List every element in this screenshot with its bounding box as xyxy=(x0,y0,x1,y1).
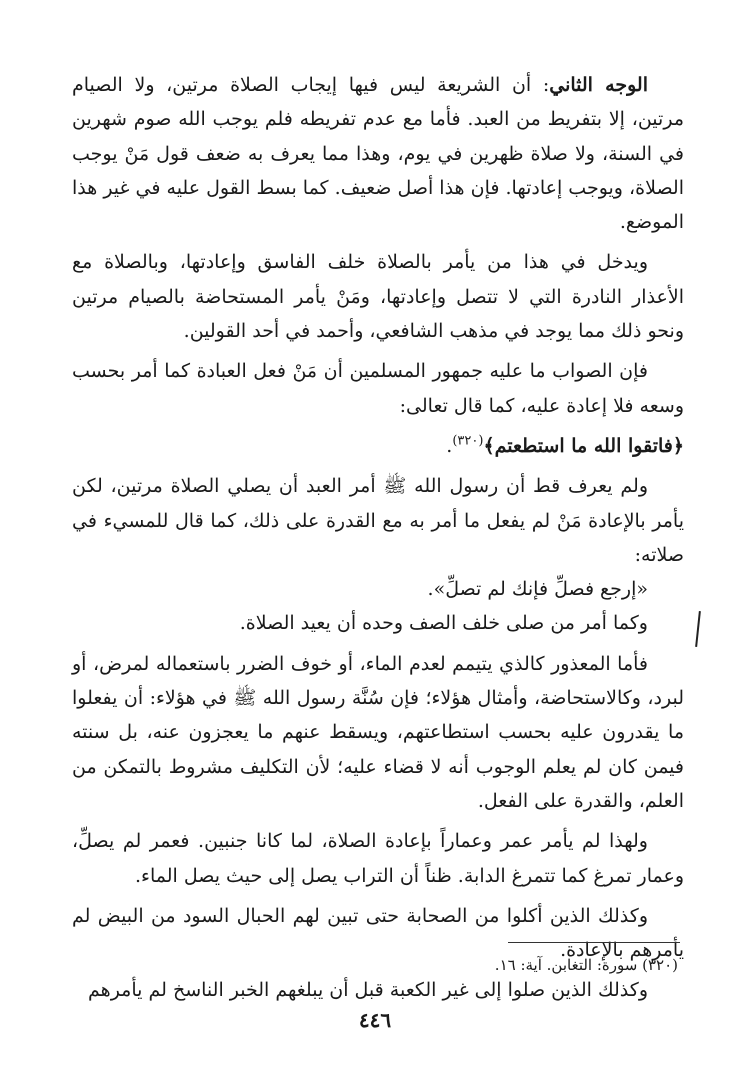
paragraph-3: فإن الصواب ما عليه جمهور المسلمين أن مَنْ فعل العبادة كما أمر بحسب وسعه فلا إعادة عليه، كما قال تعالى: xyxy=(72,360,684,417)
paragraph-1-text: : أن الشريعة ليس فيها إيجاب الصلاة مرتين، ولا الصيام مرتين، إلا بتفريط من العبد. فأما مع عدم تفريطه فلم يوجب الله صوم شهرين في السنة، ولا صلاة ظهرين في يوم، وهذا مما يعرف به ضعف قول مَنْ يوجب الصلاة، ويوجب إعادتها. فإن هذا أصل ضعيف. كما بسط القول عليه في غير هذا الموضع. xyxy=(72,74,684,234)
paragraph-7: ولهذا لم يأمر عمر وعماراً بإعادة الصلاة، لما كانا جنبين. فعمر لم يصلِّ، وعمار تمرغ كما تتمرغ الدابة. ظناً أن التراب يصل إلى حيث يصل الماء. xyxy=(72,830,684,887)
hadith-quote: «إرجع فصلِّ فإنك لم تصلِّ». xyxy=(427,578,648,601)
footnote: (٣٢٠) سورة: التغابن. آية: ١٦. xyxy=(494,956,678,974)
paragraph-5: وكما أمر من صلى خلف الصف وحده أن يعيد الصلاة. xyxy=(239,612,648,635)
verse-footnote-ref: (٣٢٠) xyxy=(452,433,484,449)
quran-verse: ﴿فاتقوا الله ما استطعتم﴾ xyxy=(483,434,684,457)
page-number: ٤٤٦ xyxy=(358,1008,392,1032)
paragraph-8: وكذلك الذين أكلوا من الصحابة حتى تبين لهم الحبال السود من البيض لم يأمرهم بالإعادة. xyxy=(72,904,684,962)
verse-line xyxy=(72,429,684,463)
paragraph-2: ويدخل في هذا من يأمر بالصلاة خلف الفاسق وإعادتها، وبالصلاة مع الأعذار النادرة التي لا تتصل وإعادتها، ومَنْ يأمر المستحاضة بالصيام مرتين ونحو ذلك مما يوجد في مذهب الشافعي، وأحمد في أحد القولين. xyxy=(72,251,684,343)
paragraph-9: وكذلك الذين صلوا إلى غير الكعبة قبل أن يبلغهم الخبر الناسخ لم يأمرهم xyxy=(88,979,648,1002)
paragraph-1 xyxy=(72,68,684,239)
verse-end: . xyxy=(446,434,453,457)
margin-mark xyxy=(695,611,701,647)
section-label: الوجه الثاني xyxy=(549,74,648,96)
page-body xyxy=(72,68,684,1008)
footnote-divider xyxy=(508,942,680,943)
paragraph-6: فأما المعذور كالذي يتيمم لعدم الماء، أو خوف الضرر باستعماله لمرض، أو لبرد، وكالاستحاضة، وأمثال هؤلاء؛ فإن سُنَّة رسول الله ﷺ في هؤلاء: أن يفعلوا ما يقدرون عليه بحسب استطاعتهم، ويسقط عنهم ما يعجزون عنه، بل سنته فيمن كان لم يعلم الوجوب أنه لا قضاء عليه؛ لأن التكليف مشروط بالتمكن من العلم، والقدرة على الفعل. xyxy=(72,652,684,812)
paragraph-4: ولم يعرف قط أن رسول الله ﷺ أمر العبد أن يصلي الصلاة مرتين، لكن يأمر بالإعادة مَنْ لم يفعل ما أمر به مع القدرة على ذلك، كما قال للمسيء في صلاته: xyxy=(72,475,684,566)
